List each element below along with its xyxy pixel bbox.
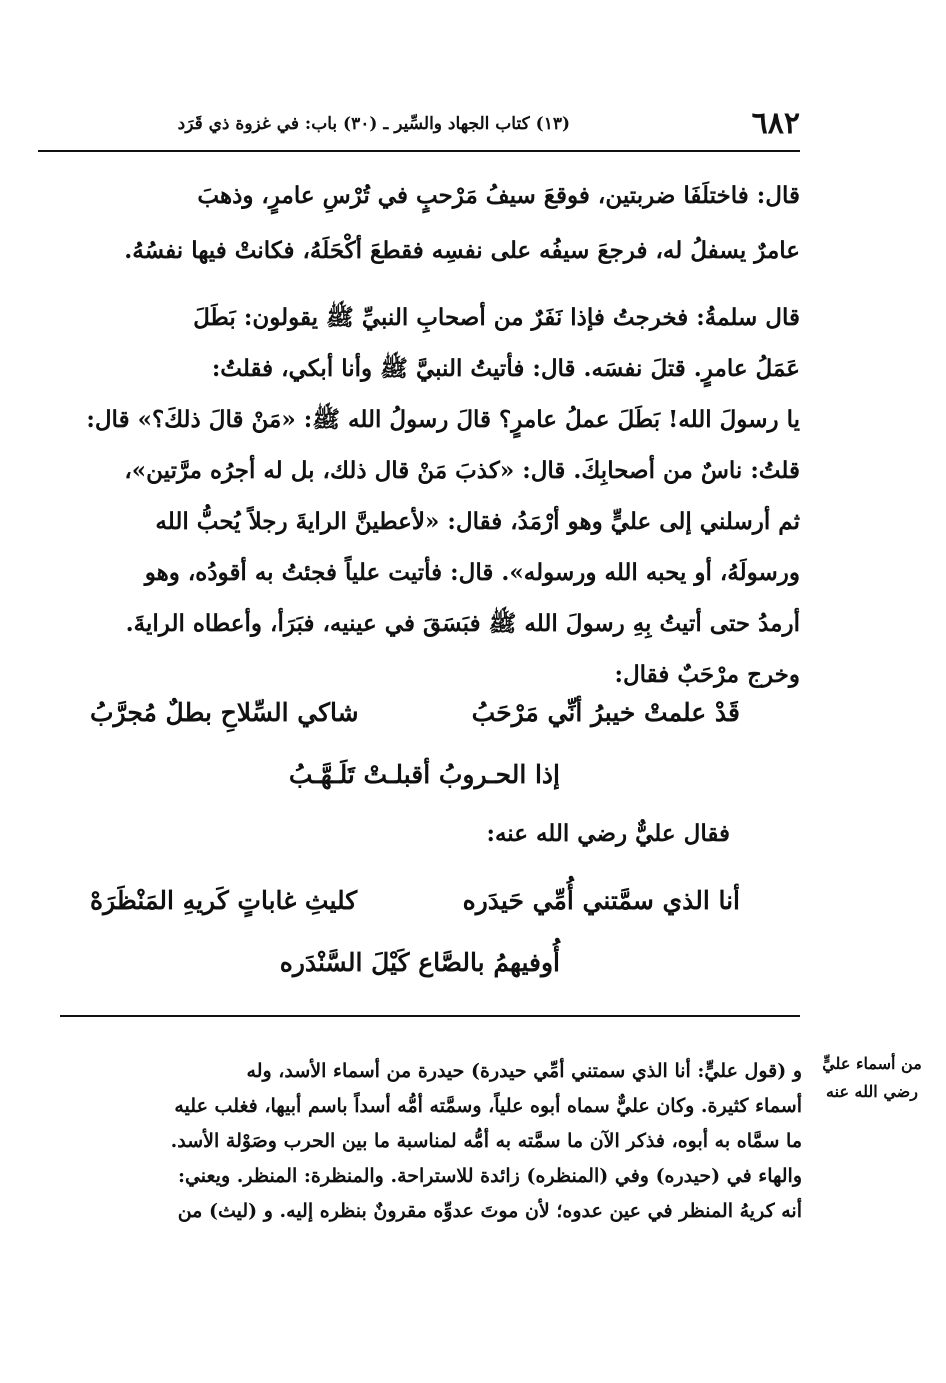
text-line: عَمَلُ عامرٍ. قتلَ نفسَه. قال: فأتيتُ النبيَّ ﷺ وأنا أبكي، فقلتُ:	[211, 355, 800, 382]
text-line: عامرٌ يسفلُ له، فرجعَ سيفُه على نفسِه فقطعَ أكْحَلَهُ، فكانتْ فيها نفسُهُ.	[124, 237, 800, 264]
text-line: قلتُ: ناسٌ من أصحابِكَ. قال: «كذبَ مَنْ قال ذلك، بل له أجرُه مرَّتين»،	[124, 457, 800, 484]
text-line: يا رسولَ الله! بَطَلَ عملُ عامرٍ؟ قالَ رسولُ الله ﷺ: «مَنْ قالَ ذلكَ؟» قال:	[86, 406, 800, 433]
paragraph-2	[78, 292, 800, 700]
third-line: أُوفيهمُ بالصَّاع كَيْلَ السَّنْدَره	[279, 948, 560, 977]
text-line: قال سلمةُ: فخرجتُ فإذا نَفَرٌ من أصحابِ النبيِّ ﷺ يقولون: بَطَلَ	[193, 304, 800, 331]
text-line: قال: فاختلَفَا ضربتين، فوقعَ سيفُ مَرْحبٍ في تُرْسِ عامرٍ، وذهبَ	[197, 182, 800, 209]
verse-ali	[90, 878, 740, 1000]
verse-line	[90, 690, 740, 752]
running-title: (١٣) كتاب الجهاد والسِّير ـ (٣٠) باب: في غزوة ذي قَرَد	[177, 114, 570, 134]
text-line: ثم أرسلني إلى عليٍّ وهو أرْمَدُ، فقال: «لأعطينَّ الرايةَ رجلاً يُحبُّ الله	[155, 508, 800, 535]
text-line: ورسولَهُ، أو يحبه الله ورسوله». قال: فأتيت علياً فجئتُ به أقودُه، وهو	[144, 559, 800, 586]
margin-note	[812, 1050, 932, 1106]
margin-note-line: رضي الله عنه	[826, 1082, 918, 1101]
commentary-line: والهاء في (حيدره) وفي (المنظره) زائدة للاستراحة. والمنظرة: المنظر. ويعني:	[177, 1165, 802, 1187]
text-line: وخرج مرْحَبٌ فقال:	[614, 661, 800, 688]
page-header	[38, 100, 800, 152]
verse-line	[90, 752, 740, 812]
text-line: أرمدُ حتى أتيتُ بِهِ رسولَ الله ﷺ فبَسَقَ في عينيه، فبَرَأ، وأعطاه الرايةَ.	[125, 610, 800, 637]
commentary-line: أسماء كثيرة. وكان عليٌّ سماه أبوه علياً، وسمَّته أمُّه أسداً باسم أبيها، فغلب عليه	[174, 1095, 802, 1117]
first-hemistich: قَدْ علمتْ خيبرُ أنِّي مَرْحَبُ	[471, 698, 740, 727]
second-hemistich: كليثِ غاباتٍ كَريهِ المَنْظَرَهْ	[90, 886, 358, 915]
third-line: إذا الحـروبُ أقبلـتْ تَلَـهَّـبُ	[288, 760, 560, 789]
verse-line	[90, 878, 740, 940]
first-hemistich: أنا الذي سمَّتني أُمِّي حَيدَره	[462, 886, 740, 915]
verse-marhab	[90, 690, 740, 812]
paragraph-1	[78, 168, 800, 278]
verse-line	[90, 940, 740, 1000]
commentary-line: و (قول عليٍّ: أنا الذي سمتني أمِّي حيدرة) حيدرة من أسماء الأسد، وله	[246, 1060, 802, 1082]
footnote-divider	[60, 1015, 800, 1017]
second-hemistich: شاكي السِّلاحِ بطلٌ مُجرَّبُ	[90, 698, 359, 727]
commentary-line: أنه كريهُ المنظر في عين عدوه؛ لأن موتَ عدوِّه مقرونٌ بنظره إليه. و (ليث) من	[177, 1200, 802, 1222]
commentary-line: ما سمَّاه به أبوه، فذكر الآن ما سمَّته به أمُّه لمناسبة ما بين الحرب وصَوْلة الأسد.	[170, 1130, 802, 1152]
margin-note-line: من أسماء عليٍّ	[822, 1054, 922, 1073]
verse-introduction: فقال عليٌّ رضي الله عنه:	[486, 820, 730, 847]
commentary	[50, 1054, 802, 1229]
page-number: ٦٨٢	[751, 106, 800, 141]
